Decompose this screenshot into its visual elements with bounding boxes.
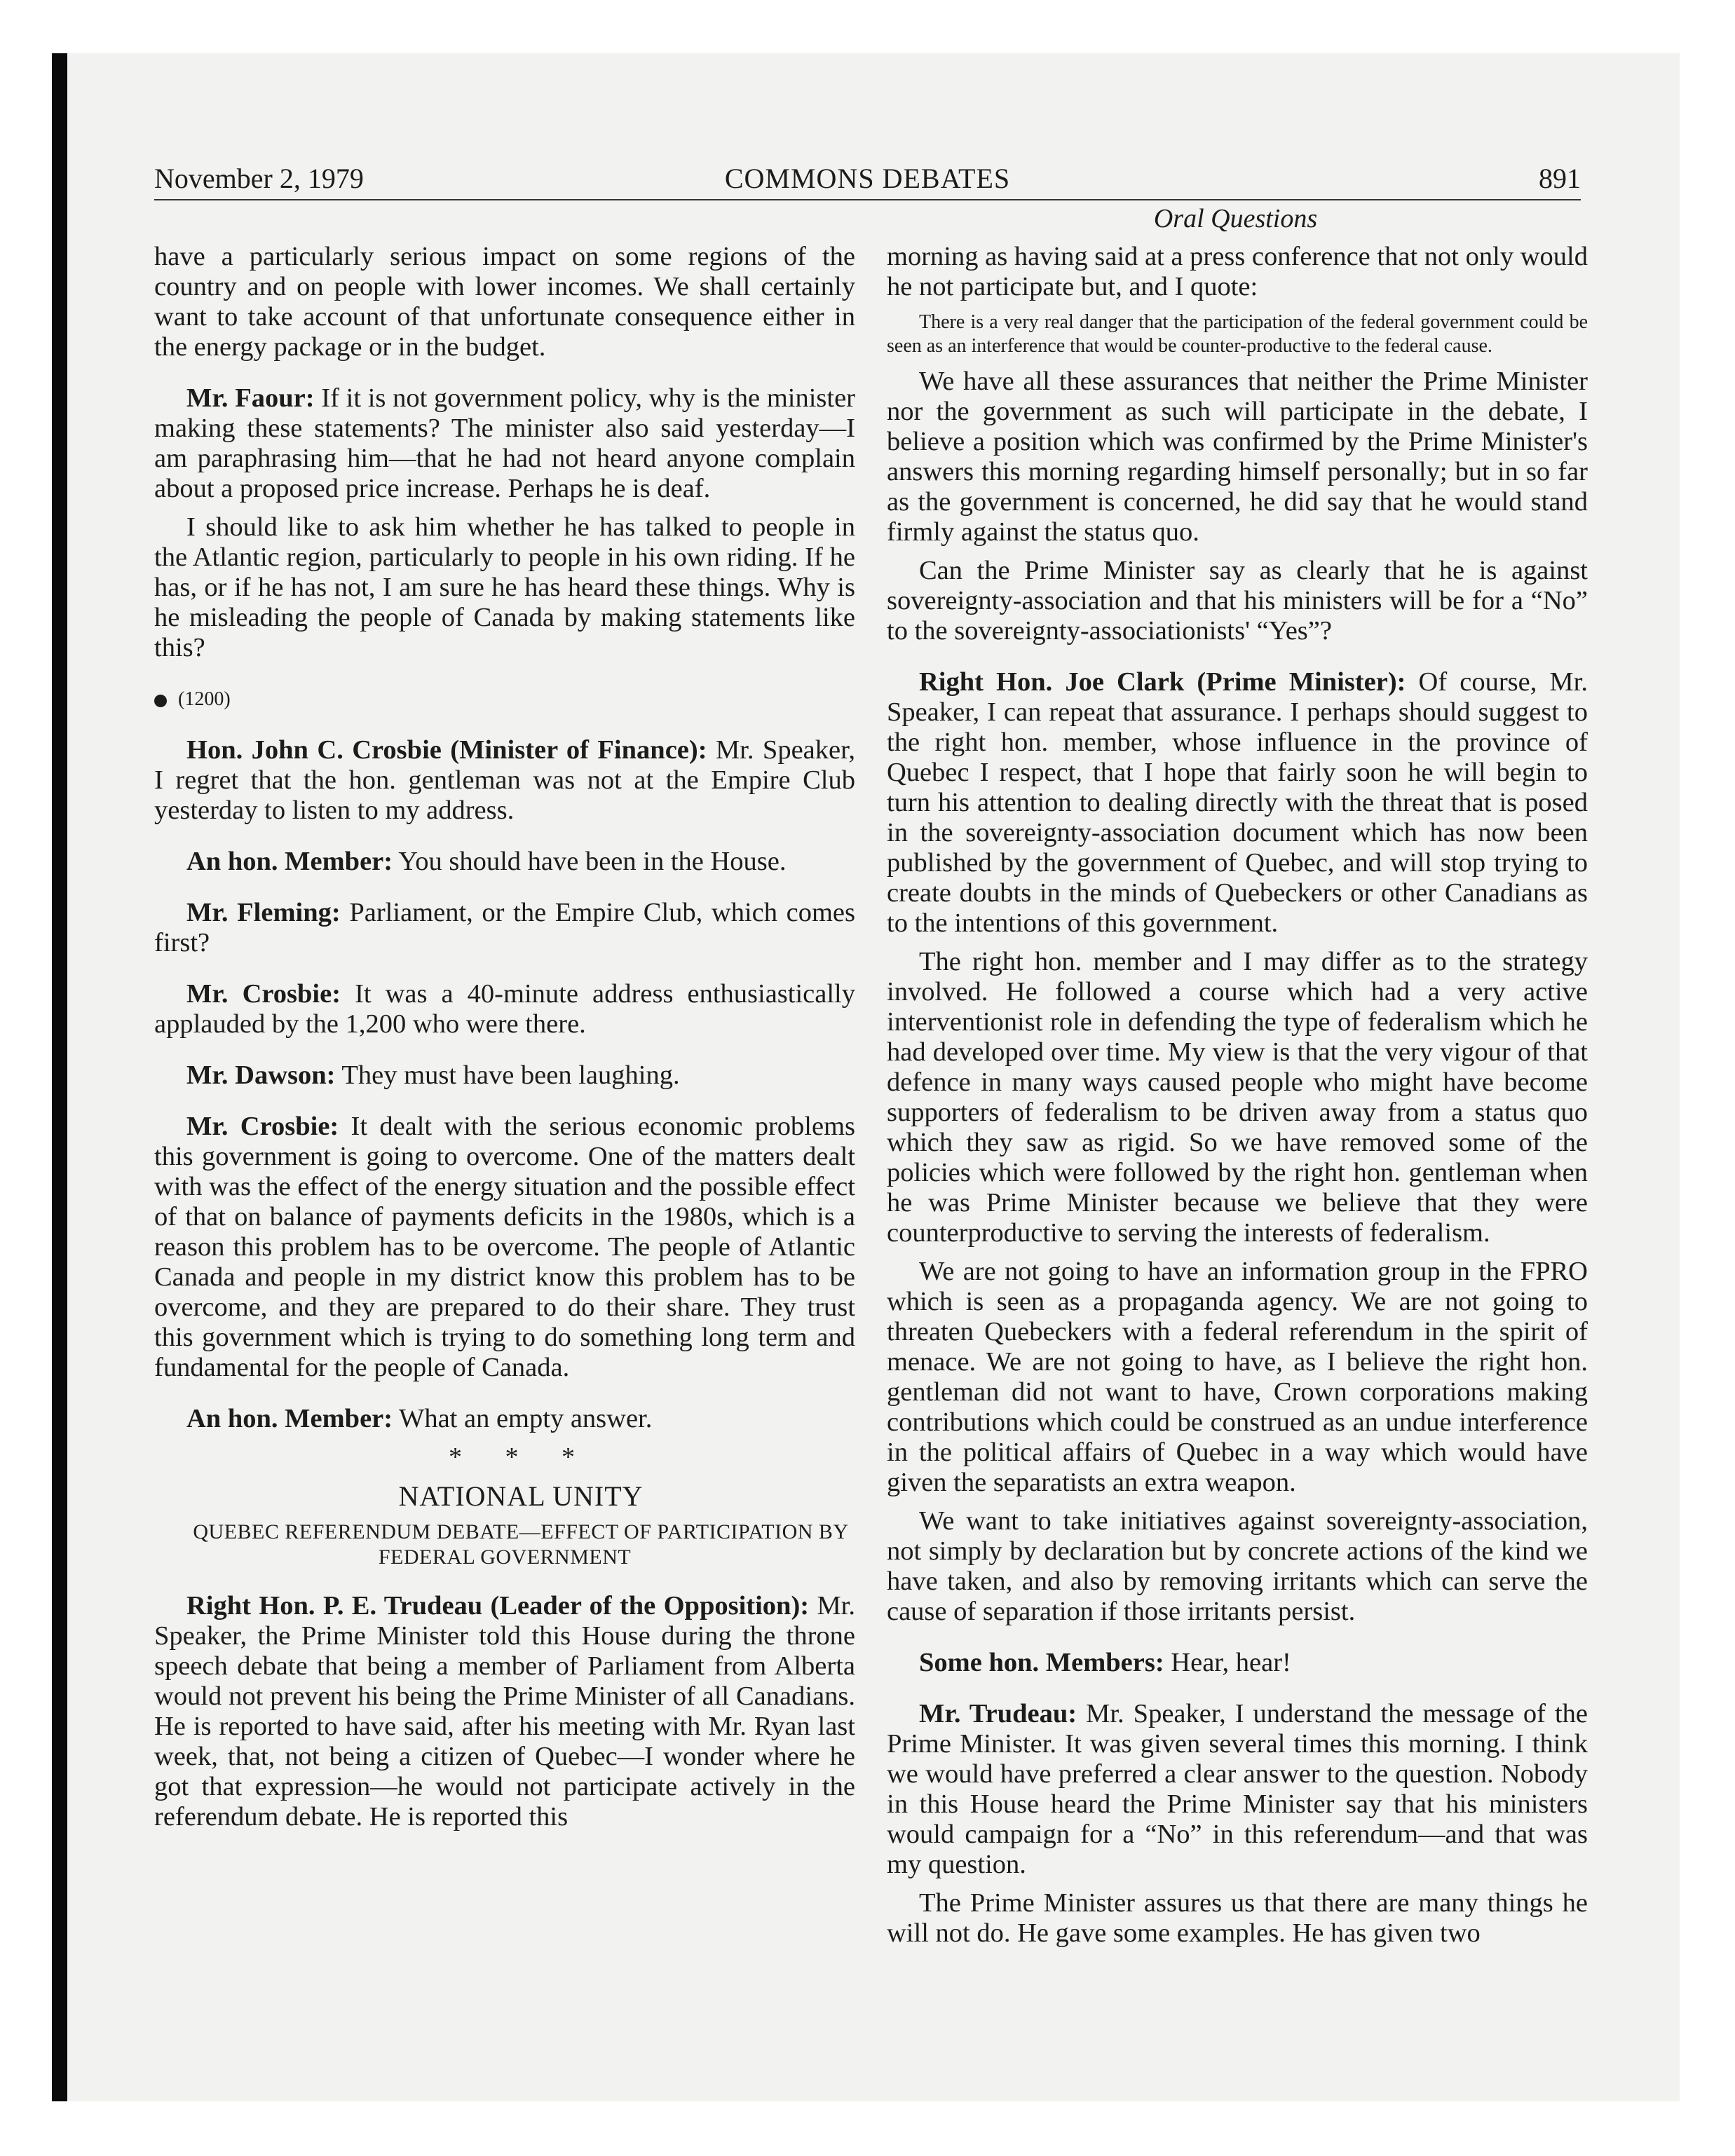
speaker-name: An hon. Member:	[186, 847, 393, 876]
speech-text: Mr. Speaker, I understand the message of the Prime Minister. It was given several times this morning. I think we would have preferred a clear answer to the question. Nobody in this House heard the Prime Minister say that his ministers would campaign for a “No” in this referendum—and that was my question.	[887, 1699, 1588, 1879]
speaker-name: Right Hon. P. E. Trudeau (Leader of the Opposition):	[186, 1591, 810, 1621]
paragraph: The Prime Minister assures us that there are many things he will not do. He gave some examples. He has given two	[887, 1888, 1588, 1948]
block-quote: There is a very real danger that the participation of the federal government could be seen as an interference that would be counter-productive to the federal cause.	[887, 311, 1588, 357]
page-number: 891	[1539, 163, 1581, 194]
speaker-name: Some hon. Members:	[919, 1648, 1164, 1677]
paragraph: have a particularly serious impact on some regions of the country and on people with lower incomes. We shall certainly want to take account of that unfortunate consequence either in the energy package or in the budget.	[154, 242, 855, 362]
speech-text: What an empty answer.	[393, 1404, 653, 1433]
speech-text: Of course, Mr. Speaker, I can repeat that assurance. I perhaps should suggest to the right hon. member, whose influence in the province of Quebec I respect, that I hope that fairly soon he will begin to turn his attention to dealing directly with the threat that is posed in the sovereignty-association document which has now been published by the government of Quebec, and will stop trying to create doubts in the minds of Quebeckers or other Canadians as to the intentions of this government.	[887, 667, 1588, 938]
section-subheading: QUEBEC REFERENDUM DEBATE—EFFECT OF PARTICIPATION BY FEDERAL GOVERNMENT	[193, 1520, 849, 1569]
section-heading: NATIONAL UNITY	[398, 1480, 644, 1512]
section-label: Oral Questions	[1153, 204, 1318, 233]
speech-paragraph	[154, 735, 855, 826]
paragraph: The right hon. member and I may differ as to the strategy involved. He followed a course which had a very active interventionist role in defending the type of federalism which he had developed over time. My view is that the very vigour of that defence in many ways caused people who might have become supporters of federalism to be driven away from a status quo which they saw as rigid. So we have removed some of the policies which were followed by the right hon. gentleman when he was Prime Minister because we believe that they were counterproductive to serving the interests of federalism.	[887, 947, 1588, 1248]
speaker-name: Mr. Crosbie:	[186, 979, 341, 1009]
left-column	[154, 242, 855, 1832]
scan-edge-bar	[52, 53, 67, 2101]
speech-paragraph	[154, 1404, 855, 1434]
time-marker-text: (1200)	[178, 688, 231, 710]
speech-text: Parliament, or the Empire Club, which comes first?	[154, 898, 855, 957]
paragraph: Can the Prime Minister say as clearly that he is against sovereignty-association and that his ministers will be for a “No” to the sovereignty-associationists' “Yes”?	[887, 556, 1588, 646]
section-separator: * * *	[449, 1442, 593, 1472]
speech-text: It dealt with the serious economic problems this government is going to overcome. One of the matters dealt with was the effect of the energy situation and the possible effect of that on balance of payments deficits in the 1980s, which is a reason this problem has to be overcome. The people of Atlantic Canada and people in my district know this problem has to be overcome, and they are prepared to do their share. They trust this government which is trying to do something long term and fundamental for the people of Canada.	[154, 1112, 855, 1382]
speech-text: Hear, hear!	[1164, 1648, 1291, 1677]
time-marker	[154, 684, 855, 714]
right-column	[887, 242, 1588, 1949]
speech-text: They must have been laughing.	[335, 1060, 680, 1090]
speaker-name: Right Hon. Joe Clark (Prime Minister):	[919, 667, 1406, 697]
speaker-name: Mr. Fleming:	[186, 898, 341, 927]
speech-paragraph	[154, 847, 855, 877]
speech-text: Mr. Speaker, I regret that the hon. gentleman was not at the Empire Club yesterday to listen to my address.	[154, 735, 855, 825]
speech-paragraph	[887, 1648, 1588, 1678]
speech-text: It was a 40-minute address enthusiastically applauded by the 1,200 who were there.	[154, 979, 855, 1039]
paragraph: I should like to ask him whether he has talked to people in the Atlantic region, particularly to people in his own riding. If he has, or if he has not, I am sure he has heard these things. Why is he misleading the people of Canada by making statements like this?	[154, 512, 855, 662]
paragraph: We have all these assurances that neither the Prime Minister nor the government as such will participate in the debate, I believe a position which was confirmed by the Prime Minister's answers this morning regarding himself personally; but in so far as the government is concerned, he did say that he would stand firmly against the status quo.	[887, 367, 1588, 547]
speech-paragraph	[154, 979, 855, 1039]
speech-text: You should have been in the House.	[393, 847, 787, 876]
speech-paragraph	[154, 898, 855, 958]
paragraph: We want to take initiatives against sovereignty-association, not simply by declaration but by concrete actions of the kind we have taken, and also by removing irritants which can serve the cause of separation if those irritants persist.	[887, 1506, 1588, 1626]
speaker-name: Hon. John C. Crosbie (Minister of Finance):	[186, 735, 707, 765]
speech-text: Mr. Speaker, the Prime Minister told this House during the throne speech debate that being a member of Parliament from Alberta would not prevent his being the Prime Minister of all Canadians. He is reported to have said, after his meeting with Mr. Ryan last week, that, not being a citizen of Quebec—I wonder where he got that expression—he would not participate actively in the referendum debate. He is reported this	[154, 1591, 855, 1831]
paragraph: morning as having said at a press conference that not only would he not participate but, and I quote:	[887, 242, 1588, 301]
speaker-name: Mr. Faour:	[186, 383, 315, 413]
speech-paragraph	[154, 1112, 855, 1383]
paragraph: We are not going to have an information group in the FPRO which is seen as a propaganda agency. We are not going to threaten Quebeckers with a federal referendum in the spirit of menace. We are not going to have, as I believe the right hon. gentleman did not want to have, Crown corporations making contributions which could be construed as an undue interference in the political affairs of Quebec in a way which would have given the separatists an extra weapon.	[887, 1257, 1588, 1497]
speaker-name: Mr. Dawson:	[186, 1060, 336, 1090]
speech-paragraph	[154, 1591, 855, 1832]
speaker-name: Mr. Trudeau:	[919, 1699, 1077, 1728]
speaker-name: Mr. Crosbie:	[186, 1112, 339, 1141]
speech-paragraph	[154, 1060, 855, 1091]
speech-text: If it is not government policy, why is the minister making these statements? The minister also said yesterday—I am paraphrasing him—that he had not heard anyone complain about a proposed price increase. Perhaps he is deaf.	[154, 383, 856, 503]
speech-paragraph	[154, 383, 855, 504]
header-date: November 2, 1979	[154, 163, 364, 194]
bullet-dot-icon	[154, 695, 167, 707]
speech-paragraph	[887, 1699, 1588, 1880]
page-header	[154, 156, 1581, 200]
header-title: COMMONS DEBATES	[724, 163, 1011, 194]
speech-paragraph	[887, 667, 1588, 939]
speaker-name: An hon. Member:	[186, 1404, 393, 1433]
